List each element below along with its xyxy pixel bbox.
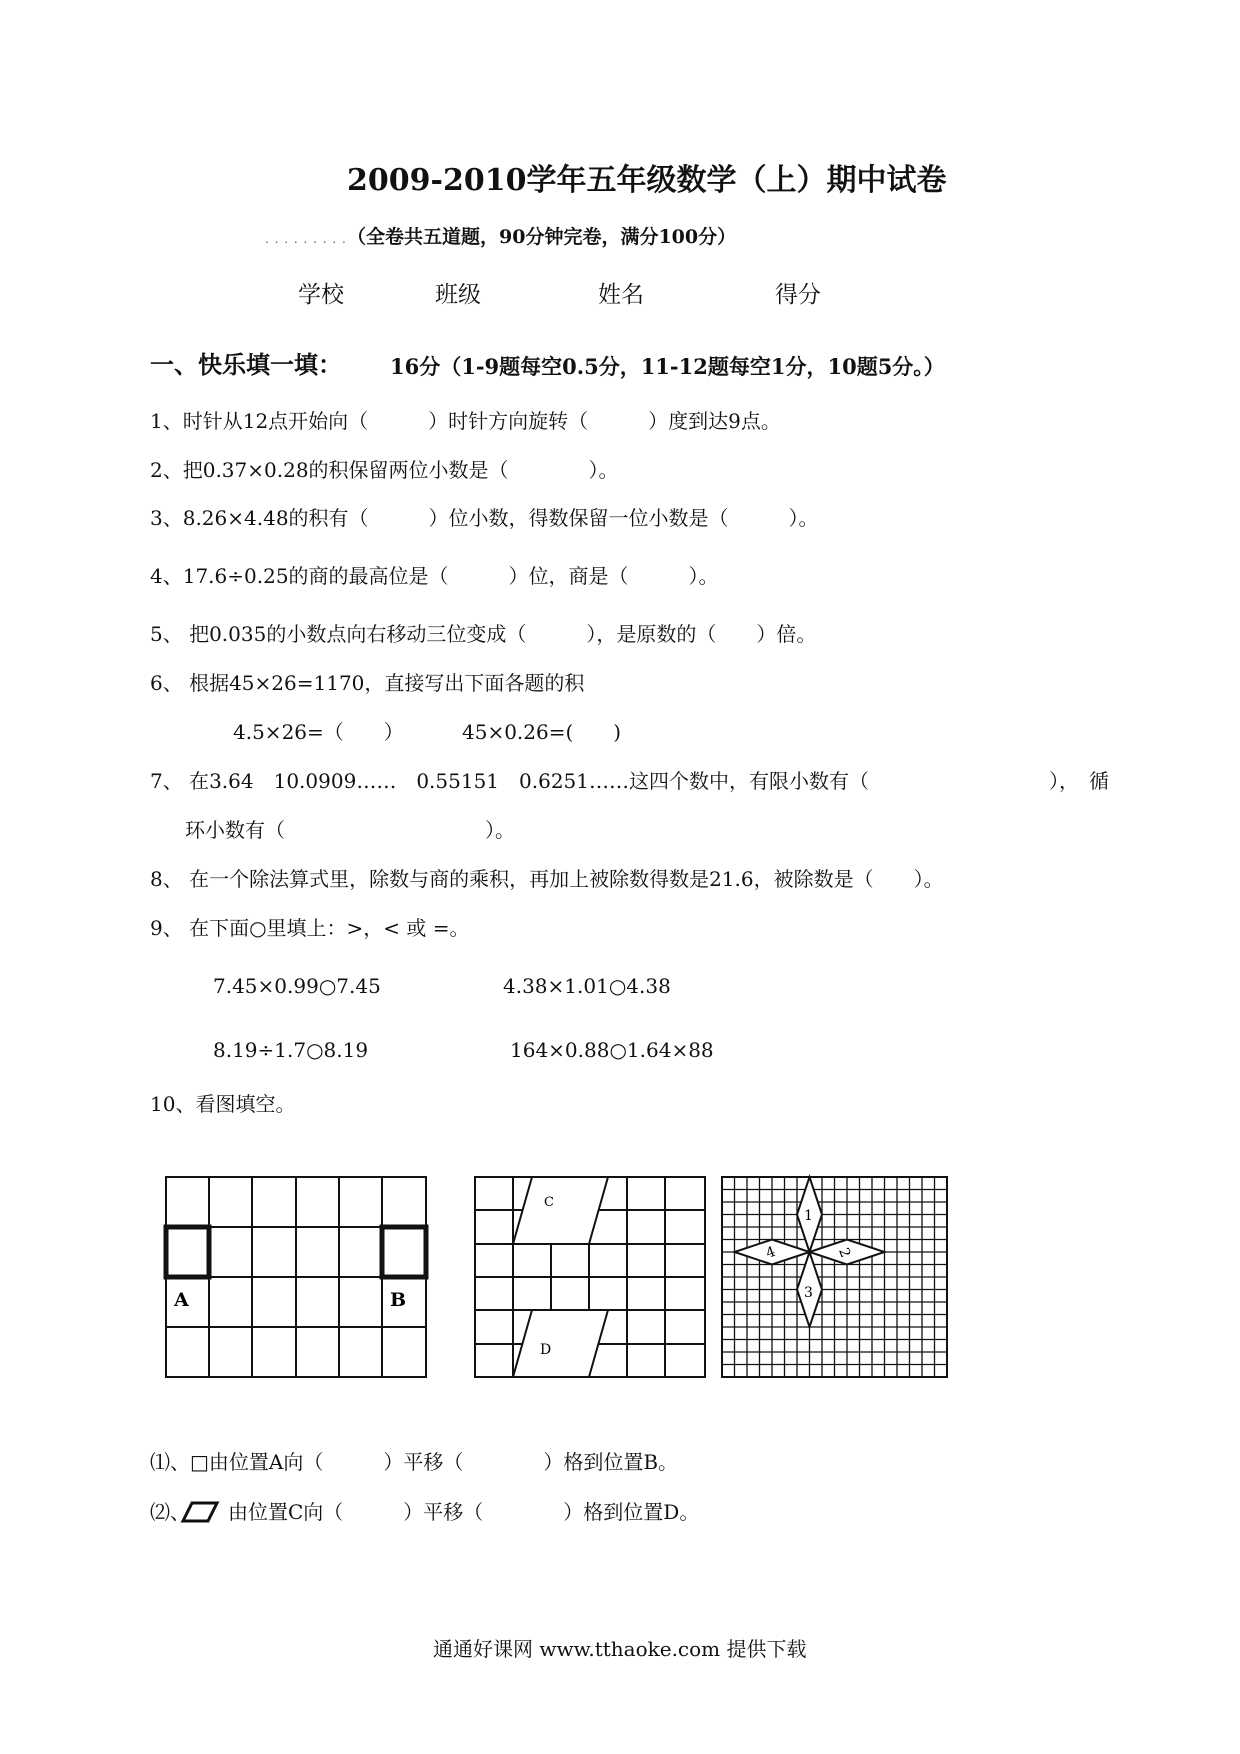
parallelogram-d xyxy=(513,1310,608,1377)
question-7b: 环小数有（ ）。 xyxy=(185,818,515,842)
question-9: 9、 在下面○里填上：>，< 或 =。 xyxy=(150,916,470,940)
question-10: 10、看图填空。 xyxy=(150,1092,296,1116)
label-b: B xyxy=(390,1289,407,1311)
question-9d: 164×0.88○1.64×88 xyxy=(510,1038,714,1062)
info-class: 班级 xyxy=(435,282,481,308)
question-6: 6、 根据45×26=1170，直接写出下面各题的积 xyxy=(150,671,585,695)
subtitle: （全卷共五道题，90分钟完卷，满分100分） xyxy=(347,226,737,248)
label-a: A xyxy=(174,1289,189,1311)
figure-grid-translation-square xyxy=(160,1172,432,1384)
page-title: 2009-2010学年五年级数学（上）期中试卷 xyxy=(347,163,947,198)
dotted-leader: . . . . . . . . . xyxy=(265,232,347,246)
question-1: 1、时针从12点开始向（ ）时针方向旋转（ ）度到达9点。 xyxy=(150,409,781,433)
label-3: 3 xyxy=(804,1285,813,1301)
square-a xyxy=(166,1227,209,1277)
footer: 通通好课网 www.tthaoke.com 提供下载 xyxy=(433,1637,807,1661)
question-6a: 4.5×26=（ ） xyxy=(233,720,404,744)
question-10-part-1: ⑴、□由位置A向（ ）平移（ ）格到位置B。 xyxy=(150,1450,679,1474)
parallelogram-c xyxy=(513,1177,608,1244)
question-9c: 8.19÷1.7○8.19 xyxy=(213,1038,369,1062)
section-heading: 一、快乐填一填： xyxy=(150,350,342,379)
question-4: 4、17.6÷0.25的商的最高位是（ ）位，商是（ ）。 xyxy=(150,564,719,588)
question-10-part-2-prefix: ⑵、 xyxy=(150,1500,190,1524)
label-c: C xyxy=(544,1195,554,1210)
question-9a: 7.45×0.99○7.45 xyxy=(213,974,381,998)
info-score: 得分 xyxy=(775,282,821,308)
question-9b: 4.38×1.01○4.38 xyxy=(503,974,671,998)
label-1: 1 xyxy=(804,1208,813,1224)
label-2: 2 xyxy=(835,1245,854,1260)
question-10-part-2: 由位置C向（ ）平移（ ）格到位置D。 xyxy=(228,1500,700,1524)
question-3: 3、8.26×4.48的积有（ ）位小数，得数保留一位小数是（ ）。 xyxy=(150,506,819,530)
figure-grid-translation-parallelogram xyxy=(470,1172,710,1384)
question-6b: 45×0.26=( ) xyxy=(462,720,622,744)
info-school: 学校 xyxy=(298,282,344,308)
parallelogram-icon xyxy=(180,1500,220,1524)
label-4: 4 xyxy=(763,1243,778,1262)
section-details: 16分（1-9题每空0.5分，11-12题每空1分，10题5分。） xyxy=(390,354,945,379)
figure-grid-rotation xyxy=(712,1172,952,1384)
question-5: 5、 把0.035的小数点向右移动三位变成（ ），是原数的（ ）倍。 xyxy=(150,622,817,646)
question-8: 8、 在一个除法算式里，除数与商的乘积，再加上被除数得数是21.6，被除数是（ ）。 xyxy=(150,867,944,891)
info-name: 姓名 xyxy=(598,282,644,308)
label-d: D xyxy=(540,1342,552,1358)
square-b xyxy=(382,1227,426,1277)
question-2: 2、把0.37×0.28的积保留两位小数是（ ）。 xyxy=(150,458,619,482)
question-7: 7、 在3.64 10.0909…… 0.55151 0.6251……这四个数中，有限小数有（ ）， 循 xyxy=(150,769,1110,793)
